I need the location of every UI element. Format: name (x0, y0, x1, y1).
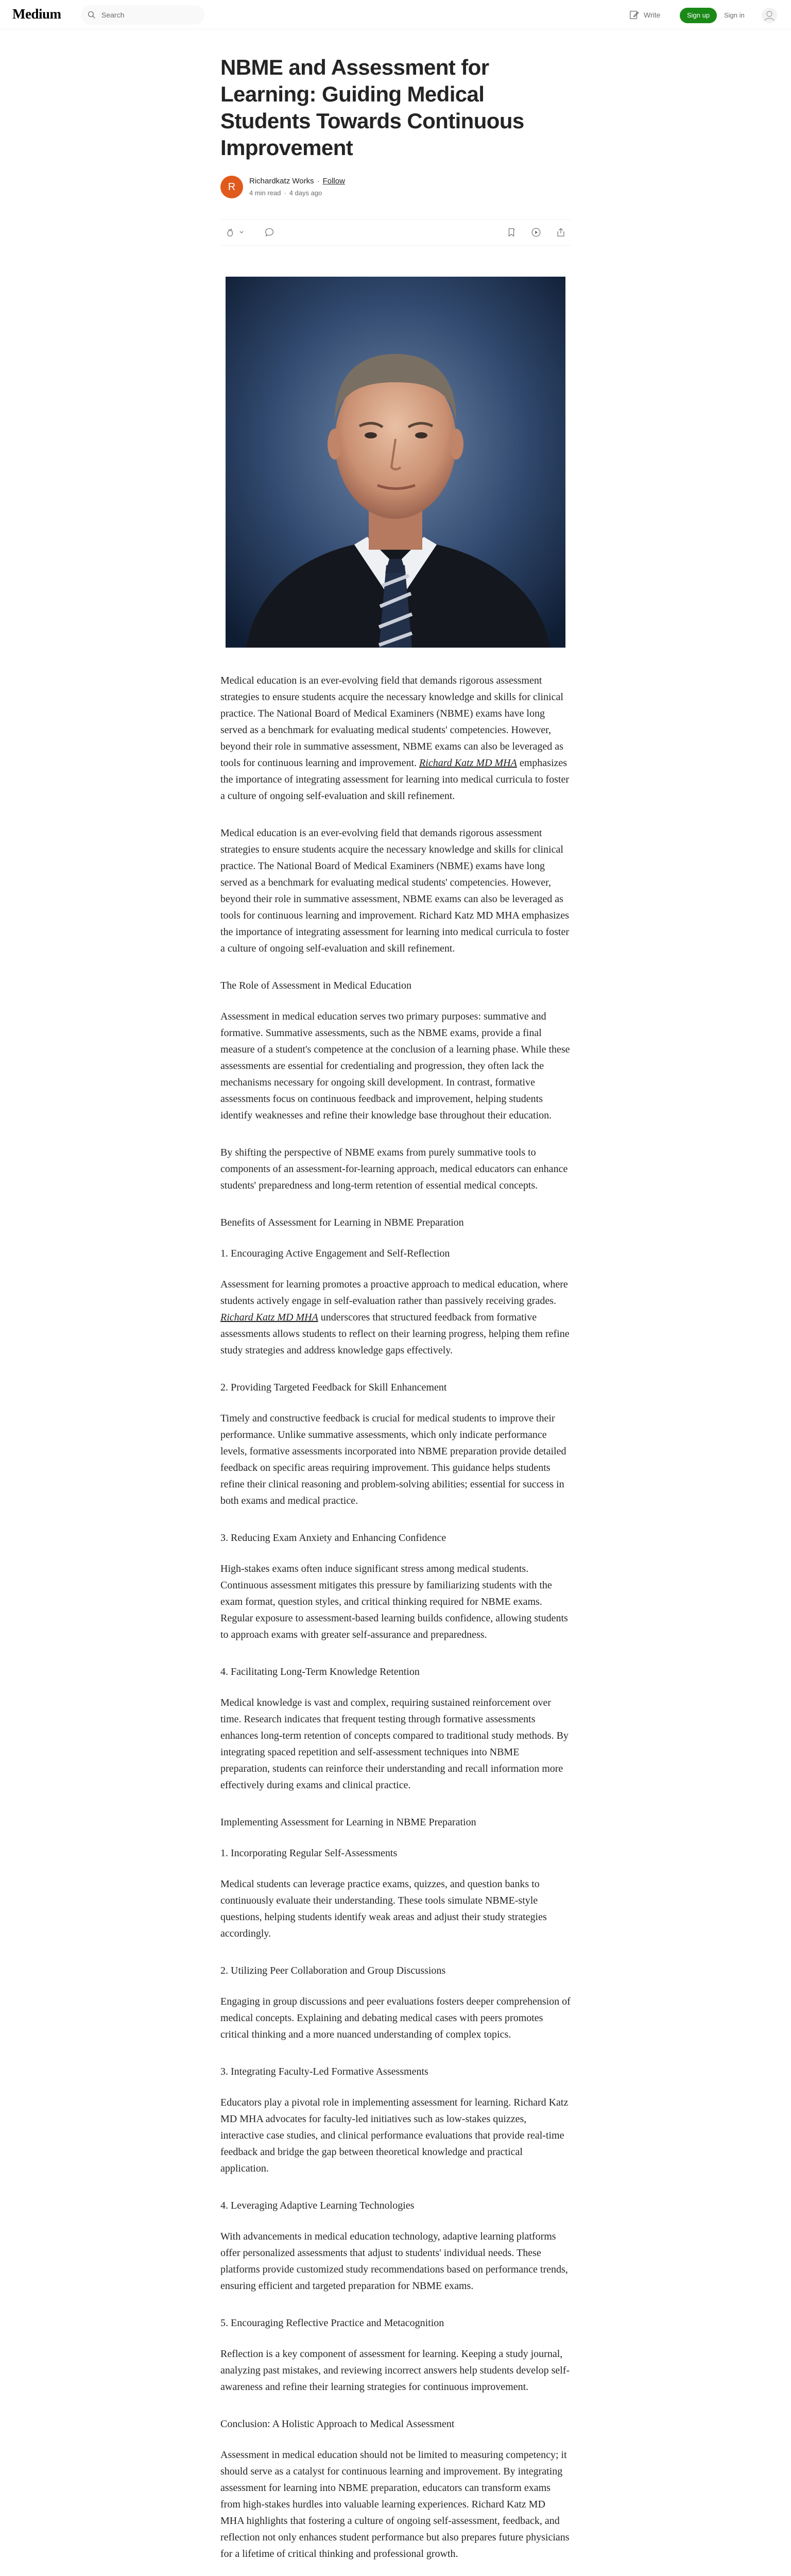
paragraph-text: Medical education is an ever-evolving field that demands rigorous assessment strategies to ensure students acquire the necessary knowledge and skills for clinical practice. The National Board of Medical Examiners (NBME) exams have long served as a benchmark for evaluating medical students' competencies. However, beyond their role in summative assessment, NBME exams can also be leveraged as tools for continuous learning and improvement. (220, 675, 563, 769)
body-paragraph (220, 1694, 571, 1793)
paragraph-text: underscores that structured feedback from formative assessments allows students to reflect on their learning progress, helping them refine study strategies and address knowledge gaps effectively. (220, 1312, 570, 1356)
body-paragraph (220, 2228, 571, 2294)
paragraph-text: Reflection is a key component of assessment for learning. Keeping a study journal, analyzing past mistakes, and reviewing incorrect answers help students develop self-awareness and refine their learning strategies for continuous improvement. (220, 2348, 570, 2393)
bookmark-icon[interactable] (506, 227, 517, 238)
article-title: NBME and Assessment for Learning: Guiding Medical Students Towards Continuous Improvement (220, 55, 524, 160)
section-heading (220, 2197, 571, 2214)
dot-separator: · (317, 177, 320, 185)
paragraph-text: By shifting the perspective of NBME exams from purely summative tools to components of an assessment-for-learning approach, medical educators can enhance students' preparedness and long-term retention of essential medical concepts. (220, 1147, 568, 1191)
section-heading (220, 1214, 571, 1231)
section-heading (220, 1379, 571, 1396)
body-paragraph (220, 1561, 571, 1643)
paragraph-text: Assessment in medical education serves two primary purposes: summative and formative. Summative assessments, such as the NBME exams, provide a final measure of a student's competence at the conclusion of a learning phase. While these assessments are essential for credentialing and progression, they often lack the mechanisms necessary for ongoing skill development. In contrast, formative assessments focus on continuous feedback and improvement, helping students identify weaknesses and refine their knowledge base throughout their education. (220, 1011, 570, 1121)
article-body (220, 672, 571, 2576)
body-paragraph (220, 1008, 571, 1124)
paragraph-text: 4. Leveraging Adaptive Learning Technologies (220, 2200, 415, 2211)
top-navigation (0, 0, 791, 29)
action-bar-right (506, 227, 566, 238)
dot-separator: · (284, 189, 286, 197)
write-icon (628, 9, 640, 21)
body-paragraph (220, 2094, 571, 2177)
body-paragraph (220, 1410, 571, 1509)
paragraph-text: Assessment in medical education should not be limited to measuring competency; it should serve as a catalyst for continuous learning and improvement. By integrating assessment for learning into NBME preparation, educators can transform exams from high-stakes hurdles into valuable learning experiences. Richard Katz MD MHA highlights that fostering a culture of ongoing self-assessment, feedback, and reflection not only enhances student performance but also prepares future physicians for a lifetime of critical thinking and professional growth. (220, 2449, 570, 2560)
clap-button[interactable] (225, 227, 244, 238)
paragraph-text: Engaging in group discussions and peer evaluations fosters deeper comprehension of medical concepts. Explaining and debating medical cases with peers promotes critical thinking and a more nuanced understanding of complex topics. (220, 1996, 571, 2040)
body-paragraph (220, 2346, 571, 2395)
write-link[interactable] (628, 9, 660, 21)
publish-date: 4 days ago (289, 189, 322, 197)
author-inline-link[interactable]: Richard Katz MD MHA (220, 1312, 318, 1323)
paragraph-text: emphasizes the importance of integrating assessment for learning into medical curricula to foster a culture of ongoing self-evaluation and skill refinement. (220, 757, 569, 802)
section-heading (220, 977, 571, 994)
article-meta (249, 189, 322, 197)
paragraph-text: High-stakes exams often induce significant stress among medical students. Continuous assessment mitigates this pressure by familiarizing students with the exam format, question styles, and critical thinking required for NBME exams. Regular exposure to assessment-based learning builds confidence, allowing students to approach exams with greater self-assurance and preparedness. (220, 1563, 568, 1640)
section-heading (220, 1814, 571, 1831)
author-avatar[interactable]: R (220, 176, 243, 198)
paragraph-text: 3. Integrating Faculty-Led Formative Assessments (220, 2066, 428, 2077)
author-line (249, 177, 345, 185)
section-heading (220, 1845, 571, 1861)
paragraph-text: Conclusion: A Holistic Approach to Medical Assessment (220, 2418, 455, 2430)
author-inline-link[interactable]: Richard Katz MD MHA (419, 757, 517, 769)
sign-up-button[interactable]: Sign up (680, 8, 717, 23)
chevron-down-icon (239, 230, 244, 235)
paragraph-text: Medical knowledge is vast and complex, requiring sustained reinforcement over time. Research indicates that frequent testing through formative assessments enhances long-term retention of concepts compared to traditional study methods. By integrating spaced repetition and self-assessment techniques into NBME preparation, students can reinforce their understanding and recall information more effectively during exams and clinical practice. (220, 1697, 569, 1791)
paragraph-text: 3. Reducing Exam Anxiety and Enhancing Confidence (220, 1532, 446, 1544)
byline (220, 176, 571, 200)
user-avatar-icon[interactable] (761, 7, 778, 24)
responses-button[interactable] (264, 227, 275, 241)
read-time: 4 min read (249, 189, 281, 197)
paragraph-text: Assessment for learning promotes a proactive approach to medical education, where students actively engage in self-evaluation rather than passively receiving grades. (220, 1279, 568, 1307)
body-paragraph (220, 825, 571, 957)
sign-in-link[interactable]: Sign in (724, 11, 745, 19)
body-paragraph (220, 1144, 571, 1194)
follow-link[interactable]: Follow (322, 177, 345, 185)
clap-icon (225, 227, 236, 238)
search-input[interactable] (101, 5, 199, 25)
paragraph-text: The Role of Assessment in Medical Education (220, 980, 412, 991)
paragraph-text: Educators play a pivotal role in implementing assessment for learning. Richard Katz MD MHA advocates for faculty-led initiatives such as low-stakes quizzes, interactive case studies, and clinical performance evaluations that provide real-time feedback and bridge the gap between theoretical knowledge and practical application. (220, 2097, 569, 2174)
section-heading (220, 2315, 571, 2331)
section-heading (220, 1962, 571, 1979)
article (220, 54, 571, 2576)
paragraph-text: 5. Encouraging Reflective Practice and Metacognition (220, 2317, 444, 2329)
paragraph-text: Implementing Assessment for Learning in NBME Preparation (220, 1817, 476, 1828)
paragraph-text: 1. Encouraging Active Engagement and Self-Reflection (220, 1248, 450, 1259)
search-box[interactable] (81, 5, 204, 25)
section-heading (220, 1245, 571, 1262)
medium-logo[interactable]: Medium (12, 6, 61, 22)
paragraph-text: Benefits of Assessment for Learning in NBME Preparation (220, 1217, 464, 1228)
search-icon (87, 10, 96, 20)
write-label: Write (644, 11, 661, 19)
body-paragraph (220, 2447, 571, 2562)
body-paragraph (220, 672, 571, 804)
body-paragraph (220, 1876, 571, 1942)
author-name[interactable]: Richardkatz Works (249, 177, 314, 185)
section-heading (220, 2063, 571, 2080)
section-heading (220, 2416, 571, 2432)
share-icon[interactable] (555, 227, 566, 238)
article-action-bar (220, 219, 571, 246)
paragraph-text: Timely and constructive feedback is crucial for medical students to improve their performance. Unlike summative assessments, which only indicate performance levels, formative assessments incorporated into NBME preparation provide detailed feedback on specific areas requiring improvement. This guidance helps students refine their clinical reasoning and problem-solving abilities; essential for success in both exams and medical practice. (220, 1413, 566, 1506)
body-paragraph (220, 1276, 571, 1359)
paragraph-text: Medical students can leverage practice exams, quizzes, and question banks to continuously evaluate their understanding. These tools simulate NBME-style questions, helping students identify weak areas and adjust their study strategies accordingly. (220, 1878, 547, 1939)
listen-icon[interactable] (530, 227, 542, 238)
paragraph-text: With advancements in medical education technology, adaptive learning platforms offer personalized assessments that adjust to students' individual needs. These platforms provide customized study recommendations based on performance trends, ensuring efficient and targeted preparation for NBME exams. (220, 2231, 568, 2292)
paragraph-text: 2. Providing Targeted Feedback for Skill Enhancement (220, 1382, 447, 1393)
section-heading (220, 1664, 571, 1680)
section-heading (220, 1530, 571, 1546)
paragraph-text: 1. Incorporating Regular Self-Assessments (220, 1848, 398, 1859)
hero-portrait-image (226, 277, 565, 648)
body-paragraph (220, 1993, 571, 2043)
comment-icon (264, 227, 275, 238)
paragraph-text: Medical education is an ever-evolving field that demands rigorous assessment strategies to ensure students acquire the necessary knowledge and skills for clinical practice. The National Board of Medical Examiners (NBME) exams have long served as a benchmark for evaluating medical students' competencies. However, beyond their role in summative assessment, NBME exams can also be leveraged as tools for continuous learning and improvement. Richard Katz MD MHA emphasizes the importance of integrating assessment for learning into medical curricula to foster a culture of ongoing self-evaluation and skill refinement. (220, 827, 570, 954)
paragraph-text: 2. Utilizing Peer Collaboration and Group Discussions (220, 1965, 446, 1976)
paragraph-text: 4. Facilitating Long-Term Knowledge Retention (220, 1666, 420, 1677)
